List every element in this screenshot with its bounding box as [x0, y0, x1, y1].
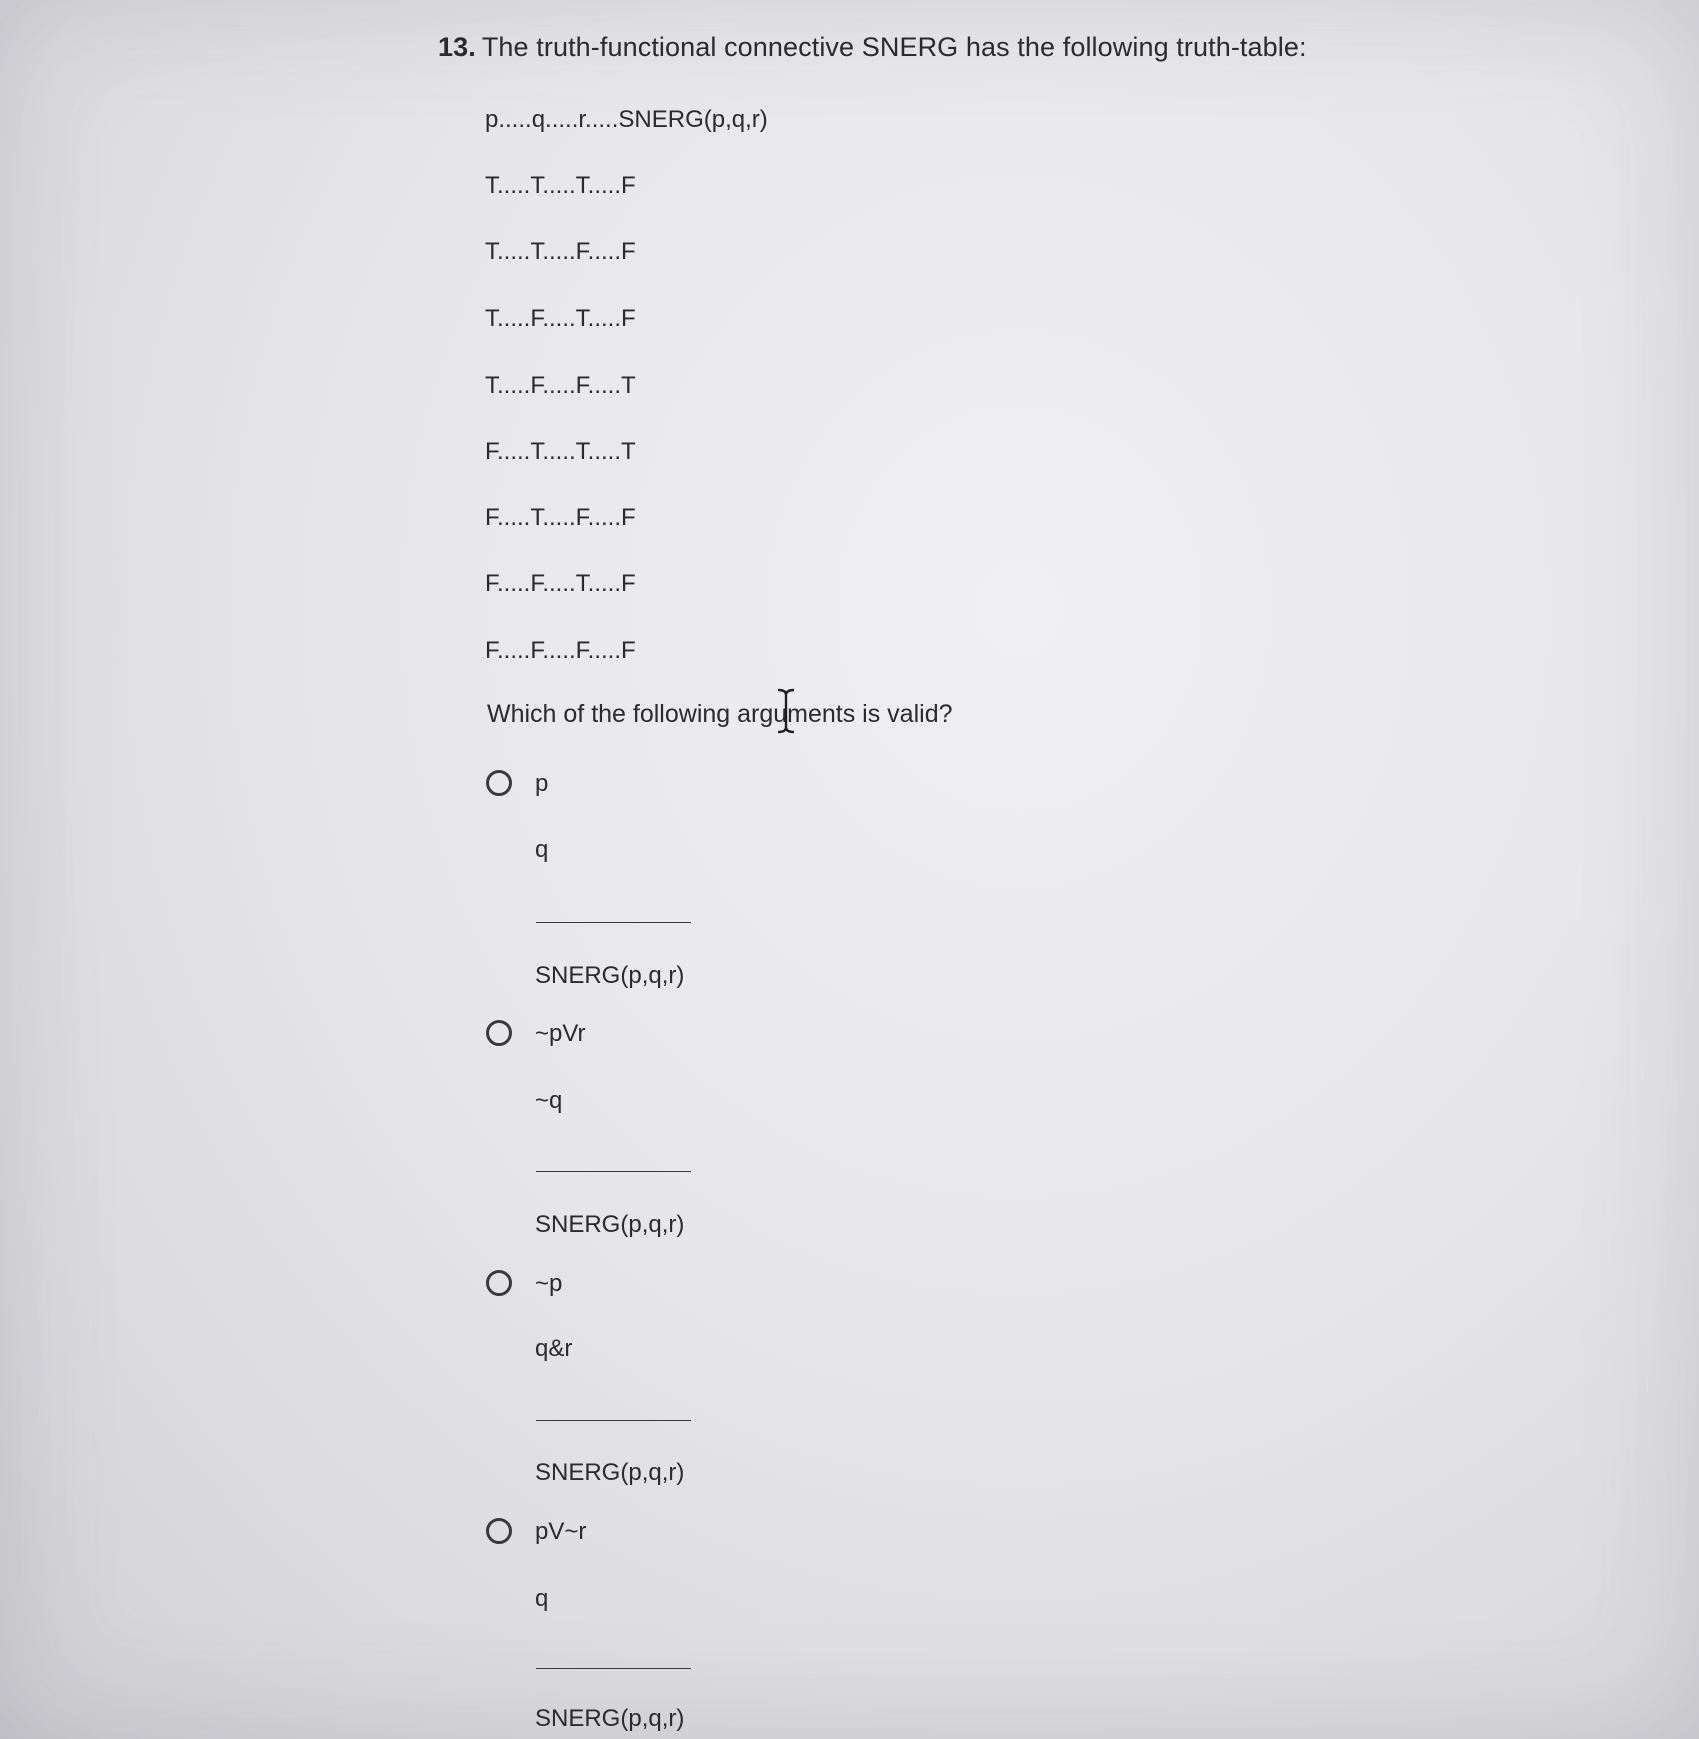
option-4-conclusion: SNERG(p,q,r): [535, 1705, 685, 1732]
truth-table-row: T.....T.....T.....F: [485, 172, 636, 199]
option-1-premise-1: p: [535, 770, 549, 797]
option-2-conclusion: SNERG(p,q,r): [535, 1211, 685, 1238]
truth-table-row: T.....F.....F.....T: [485, 372, 636, 399]
truth-table-row: F.....F.....T.....F: [485, 570, 636, 597]
option-2-premise-1: ~pVr: [535, 1020, 586, 1047]
option-1-conclusion: SNERG(p,q,r): [535, 962, 685, 989]
question-number: 13.: [438, 32, 476, 62]
option-4-divider: [536, 1668, 691, 1669]
truth-table-row: T.....T.....F.....F: [485, 238, 636, 265]
option-4-premise-1: pV~r: [535, 1518, 587, 1545]
option-2-radio[interactable]: [486, 1020, 512, 1046]
option-1-radio[interactable]: [486, 770, 512, 796]
truth-table-row: F.....F.....F.....F: [485, 637, 636, 664]
option-1-premise-2: q: [535, 836, 549, 863]
truth-table-header: p.....q.....r.....SNERG(p,q,r): [485, 106, 768, 133]
question-prompt: Which of the following arguments is valid?: [487, 700, 953, 728]
truth-table-row: T.....F.....T.....F: [485, 305, 636, 332]
option-3-conclusion: SNERG(p,q,r): [535, 1459, 685, 1486]
truth-table-row: F.....T.....F.....F: [485, 504, 636, 531]
option-2-premise-2: ~q: [535, 1087, 563, 1114]
option-3-premise-2: q&r: [535, 1335, 573, 1362]
text-cursor-icon: [775, 688, 797, 734]
option-3-radio[interactable]: [486, 1270, 512, 1296]
question-title: [438, 32, 1307, 63]
truth-table-row: F.....T.....T.....T: [485, 438, 636, 465]
option-3-premise-1: ~p: [535, 1270, 563, 1297]
option-4-radio[interactable]: [486, 1518, 512, 1544]
option-4-premise-2: q: [535, 1585, 549, 1612]
option-2-divider: [536, 1171, 691, 1172]
option-1-divider: [536, 922, 691, 923]
option-3-divider: [536, 1420, 691, 1421]
question-text: The truth-functional connective SNERG has the following truth-table:: [481, 32, 1307, 62]
